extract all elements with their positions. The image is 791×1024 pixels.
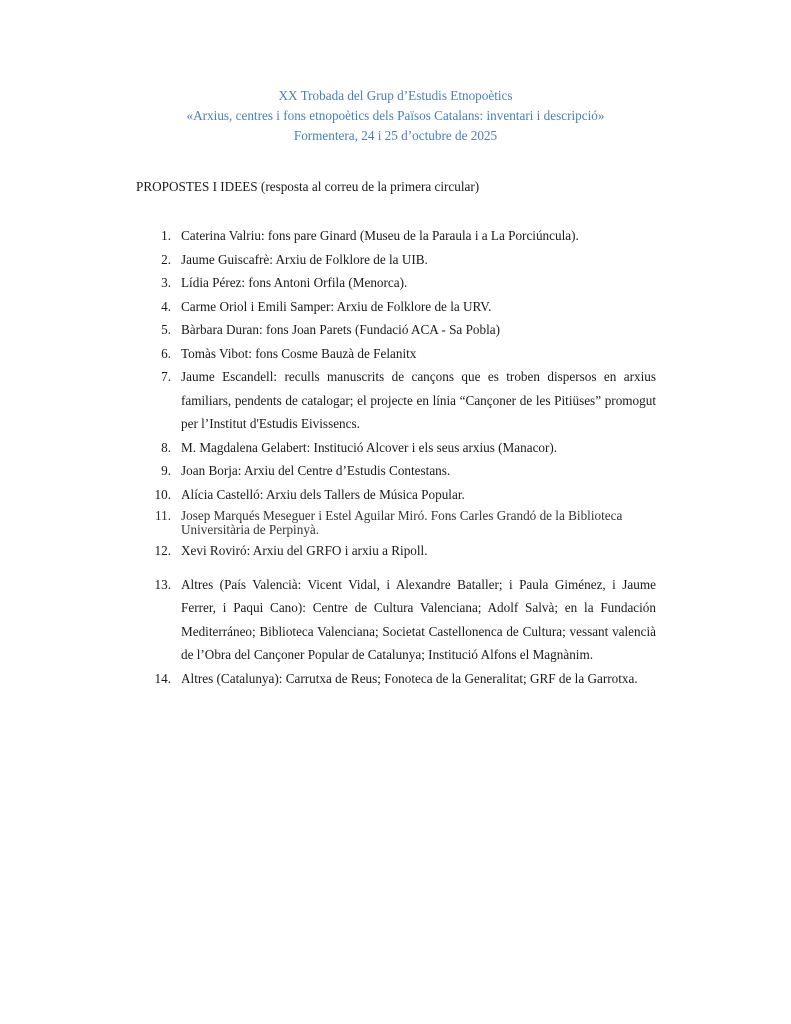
item-text: Jaume Escandell: reculls manuscrits de cançons que es troben dispersos en arxius familiars, pendents de catalogar; el projecte en línia “Cançoner de les Pitiüses” promogut per l’Institut d'Estudis Eivissencs. xyxy=(181,369,656,431)
item-number: 12. xyxy=(154,543,171,558)
item-text: Joan Borja: Arxiu del Centre d’Estudis Contestans. xyxy=(181,463,451,478)
list-item xyxy=(136,539,656,563)
item-text: Jaume Guiscafrè: Arxiu de Folklore de la UIB. xyxy=(181,251,428,267)
item-text: Altres (Catalunya): Carrutxa de Reus; Fonoteca de la Generalitat; GRF de la Garrotxa. xyxy=(181,670,638,686)
list-item xyxy=(136,295,656,319)
list-item xyxy=(136,365,656,436)
proposals-list xyxy=(136,224,656,690)
item-number: 9. xyxy=(161,463,171,478)
list-item xyxy=(136,436,656,460)
event-title: XX Trobada del Grup d’Estudis Etnopoètics xyxy=(278,88,513,103)
item-text: Josep Marqués Meseguer i Estel Aguilar Miró. Fons Carles Grandó de la Biblioteca Universitària de Perpinyà. xyxy=(181,508,623,537)
list-item xyxy=(136,318,656,342)
item-number: 6. xyxy=(161,345,171,361)
item-number: 7. xyxy=(161,369,171,384)
item-text: Lídia Pérez: fons Antoni Orfila (Menorca). xyxy=(181,275,408,290)
item-number: 2. xyxy=(161,251,171,267)
item-number: 5. xyxy=(161,322,171,337)
item-text: Xevi Roviró: Arxiu del GRFO i arxiu a Ripoll. xyxy=(181,543,428,558)
item-number: 13. xyxy=(154,576,171,592)
item-number: 11. xyxy=(155,508,171,523)
item-number: 4. xyxy=(161,298,171,314)
list-item xyxy=(136,506,656,539)
item-number: 14. xyxy=(154,670,171,686)
item-number: 8. xyxy=(161,439,171,455)
list-item xyxy=(136,248,656,272)
item-text: Alícia Castelló: Arxiu dels Tallers de Música Popular. xyxy=(181,486,465,502)
list-item xyxy=(136,342,656,366)
list-item xyxy=(136,667,656,691)
item-text: Altres (País Valencià: Vicent Vidal, i Alexandre Bataller; i Paula Giménez, i Jaume Ferrer, i Paqui Cano): Centre de Cultura Valenciana; Adolf Salvà; en la Fundación Mediterráneo; Biblioteca Valenciana; Societat Castellonenca de Cultura; vessant valencià de l’Obra del Cançoner Popular de Catalunya; Institució Alfons el Magnànim. xyxy=(181,576,656,662)
item-text: Tomàs Vibot: fons Cosme Bauzà de Felanitx xyxy=(181,345,417,361)
event-subtitle: «Arxius, centres i fons etnopoètics dels Països Catalans: inventari i descripció» xyxy=(186,108,605,123)
item-text: Bàrbara Duran: fons Joan Parets (Fundació ACA - Sa Pobla) xyxy=(181,322,501,337)
item-text: Caterina Valriu: fons pare Ginard (Museu de la Paraula i a La Porciúncula). xyxy=(181,228,579,243)
item-number: 3. xyxy=(161,275,171,290)
list-item xyxy=(136,224,656,248)
list-item xyxy=(136,459,656,483)
list-item xyxy=(136,573,656,667)
list-item xyxy=(136,271,656,295)
item-number: 1. xyxy=(161,228,171,243)
item-number: 10. xyxy=(154,486,171,502)
event-place-date: Formentera, 24 i 25 d’octubre de 2025 xyxy=(293,128,498,143)
list-item xyxy=(136,483,656,507)
item-text: M. Magdalena Gelabert: Institució Alcover i els seus arxius (Manacor). xyxy=(181,439,558,455)
document-header xyxy=(0,86,791,146)
item-text: Carme Oriol i Emili Samper: Arxiu de Folklore de la URV. xyxy=(181,298,492,314)
section-heading: PROPOSTES I IDEES (resposta al correu de la primera circular) xyxy=(136,179,480,194)
